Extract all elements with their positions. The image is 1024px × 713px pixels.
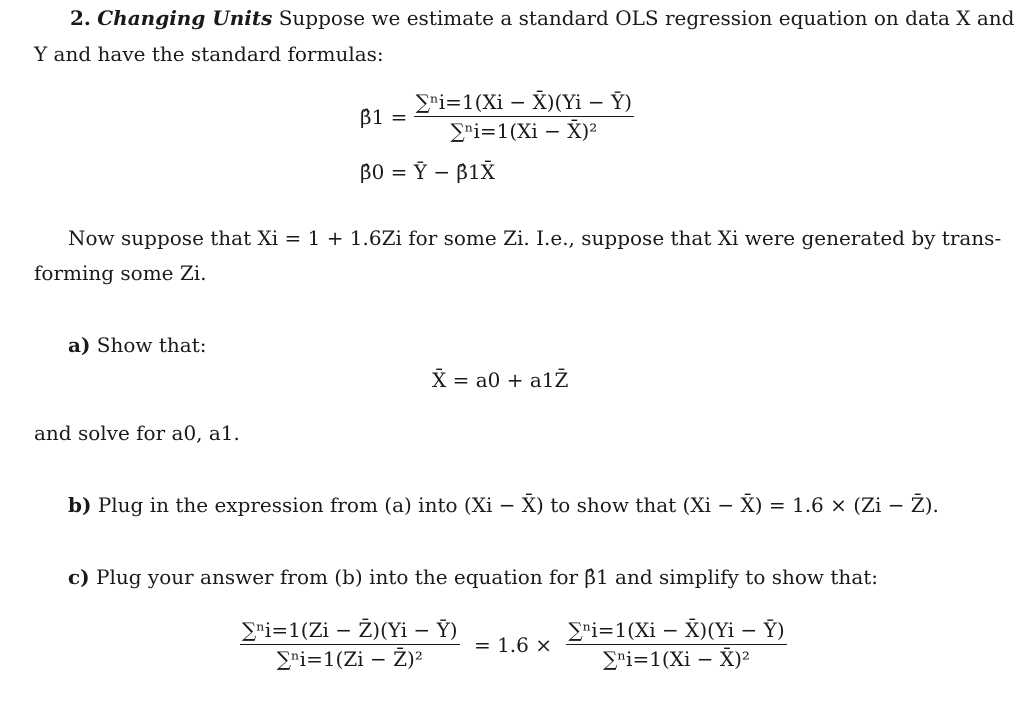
problem-number: 2. xyxy=(70,6,91,30)
beta0-formula: β̂0 = Ȳ − β̂1X̄ xyxy=(360,160,495,184)
intro-line-2: Y and have the standard formulas: xyxy=(34,42,384,66)
part-b-text: Plug in the expression from (a) into (Xi − X̄) to show that (Xi − X̄) = 1.6 × (Zi − Z̄). xyxy=(97,493,939,517)
part-c-equation xyxy=(240,618,787,671)
part-c-lhs-denominator: ∑ⁿi=1(Zi − Z̄)² xyxy=(240,644,460,671)
part-c-text: Plug your answer from (b) into the equation for β̂1 and simplify to show that: xyxy=(96,565,879,589)
part-c-lhs-numerator: ∑ⁿi=1(Zi − Z̄)(Yi − Ȳ) xyxy=(242,618,458,642)
part-a-prompt xyxy=(68,333,207,357)
part-a-text: Show that: xyxy=(96,333,207,357)
intro-line-1: Suppose we estimate a standard OLS regression equation on data X and xyxy=(278,6,1015,30)
beta1-fraction xyxy=(414,90,634,143)
problem-heading xyxy=(70,6,1014,30)
part-a-equation: X̄ = a0 + a1Z̄ xyxy=(432,368,569,392)
beta1-formula xyxy=(360,90,634,143)
beta1-lhs: β̂1 = xyxy=(360,104,408,129)
part-c-rhs-numerator: ∑ⁿi=1(Xi − X̄)(Yi − Ȳ) xyxy=(568,618,785,642)
part-c-middle: = 1.6 × xyxy=(473,632,553,657)
part-a-label: a) xyxy=(68,333,91,357)
transform-line-2: forming some Zi. xyxy=(34,261,207,285)
part-c-rhs-denominator: ∑ⁿi=1(Xi − X̄)² xyxy=(566,644,786,671)
beta1-numerator: ∑ⁿi=1(Xi − X̄)(Yi − Ȳ) xyxy=(415,90,633,114)
part-c-rhs-fraction xyxy=(566,618,786,671)
part-b-prompt xyxy=(68,493,939,517)
problem-title: Changing Units xyxy=(97,6,273,30)
part-a-after: and solve for a0, a1. xyxy=(34,421,240,445)
part-c-prompt xyxy=(68,565,878,589)
transform-line-1: Now suppose that Xi = 1 + 1.6Zi for some Zi. I.e., suppose that Xi were generated by trans- xyxy=(68,226,1002,250)
beta1-denominator: ∑ⁿi=1(Xi − X̄)² xyxy=(414,116,634,143)
part-c-label: c) xyxy=(68,565,90,589)
part-c-lhs-fraction xyxy=(240,618,460,671)
part-b-label: b) xyxy=(68,493,92,517)
